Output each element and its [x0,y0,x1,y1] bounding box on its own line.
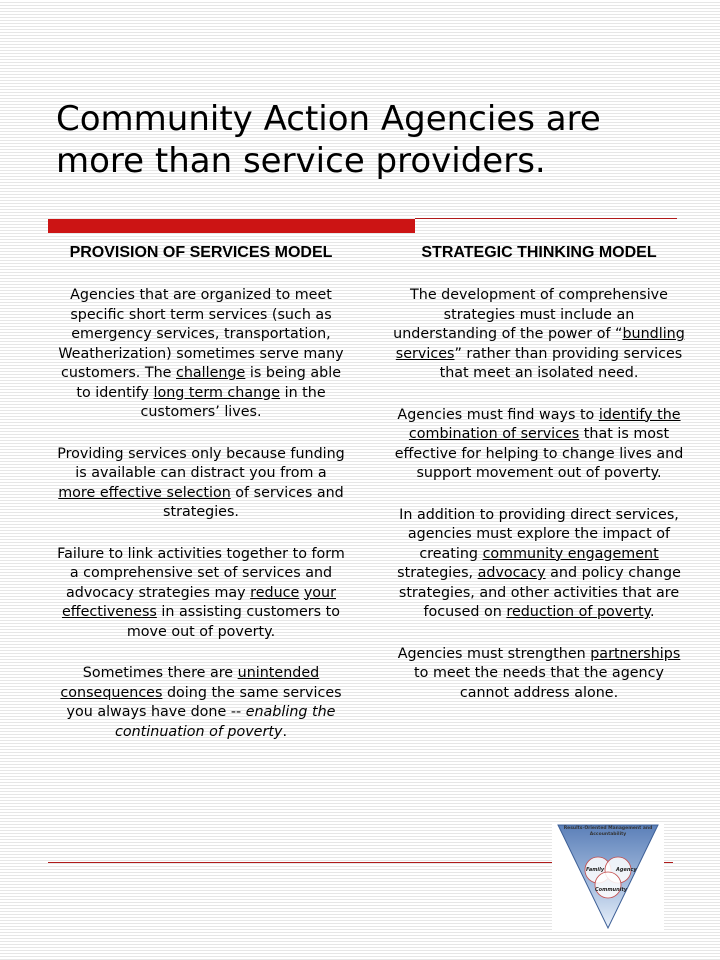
roma-triangle-graphic [552,822,664,932]
underlined-text: your effectiveness [61,584,336,620]
underlined-text: challenge [176,365,246,381]
strategic-paragraph-3 [393,506,685,623]
slide-title [56,98,676,182]
strategic-paragraph-2 [393,406,685,484]
text-run: ” rather than providing services that meet an isolated need. [439,345,683,381]
text-run: Agencies must strengthen [397,645,591,662]
text-run: Agencies must find ways to [397,406,599,423]
underlined-text: reduction of poverty [506,604,650,620]
title-accent-bar [48,219,415,233]
community-circle [595,872,621,898]
italic-text: enabling the continuation of poverty [115,704,336,740]
text-run: that is most effective for helping to change lives and support movement out of poverty. [394,426,684,481]
slide-title-line-1: Community Action Agencies are [56,99,601,139]
text-run: Sometimes there are [82,665,238,681]
logo-label-community: Community [595,887,628,893]
text-run: Agencies that are organized to meet specific short term services (such as emergency services, transportation, Weatherization) sometimes serve many customers. The [58,287,344,381]
text-run: is being able to identify [76,365,341,401]
provision-of-services-column [56,243,346,764]
text-run: The development of comprehensive strategies must include an understanding of the power of “ [393,287,668,342]
text-run: to meet the needs that the agency cannot address alone. [414,665,664,701]
underlined-text: partnerships [590,645,681,662]
text-run: In addition to providing direct services, agencies must explore the impact of creating [399,506,679,562]
text-run: of services and strategies. [163,484,344,520]
underlined-text: long term change [153,384,281,401]
strategic-thinking-column [393,243,685,725]
provision-heading: PROVISION OF SERVICES MODEL [69,244,333,261]
provision-paragraph-2 [56,445,346,523]
logo-label-family: Family [586,867,605,873]
text-run: . [649,604,655,620]
logo-caption: Results-Oriented Management and Accountability [563,826,653,837]
underlined-text: community engagement [482,545,659,562]
strategic-heading: STRATEGIC THINKING MODEL [421,244,657,261]
underlined-text: identify the combination of services [408,406,681,442]
provision-paragraph-1 [56,286,346,423]
text-run: Failure to link activities together to form a comprehensive set of services and advocacy strategies may [57,545,345,601]
logo-label-agency: Agency [616,867,637,873]
strategic-paragraph-1 [393,286,685,384]
text-run: Providing services only because funding is available can distract you from a [57,445,345,481]
text-run: and policy change strategies, and other activities that are focused on [398,565,681,620]
roma-logo [552,822,664,932]
slide-title-line-2: more than service providers. [56,141,546,181]
text-run: doing the same services you always have done -- [66,684,342,720]
text-run: in the customers’ lives. [140,384,326,420]
text-run: in assisting customers to move out of poverty. [126,604,341,640]
title-divider-line [415,218,677,219]
underlined-text: advocacy [477,565,546,581]
text-run: strategies, [397,565,478,581]
strategic-paragraph-4 [393,645,685,704]
text-run: . [282,723,287,740]
underlined-text: reduce [250,584,300,601]
underlined-text: bundling services [395,326,685,362]
provision-paragraph-4 [56,664,346,742]
underlined-text: unintended consequences [60,665,320,701]
provision-paragraph-3 [56,545,346,643]
underlined-text: more effective selection [58,484,231,501]
